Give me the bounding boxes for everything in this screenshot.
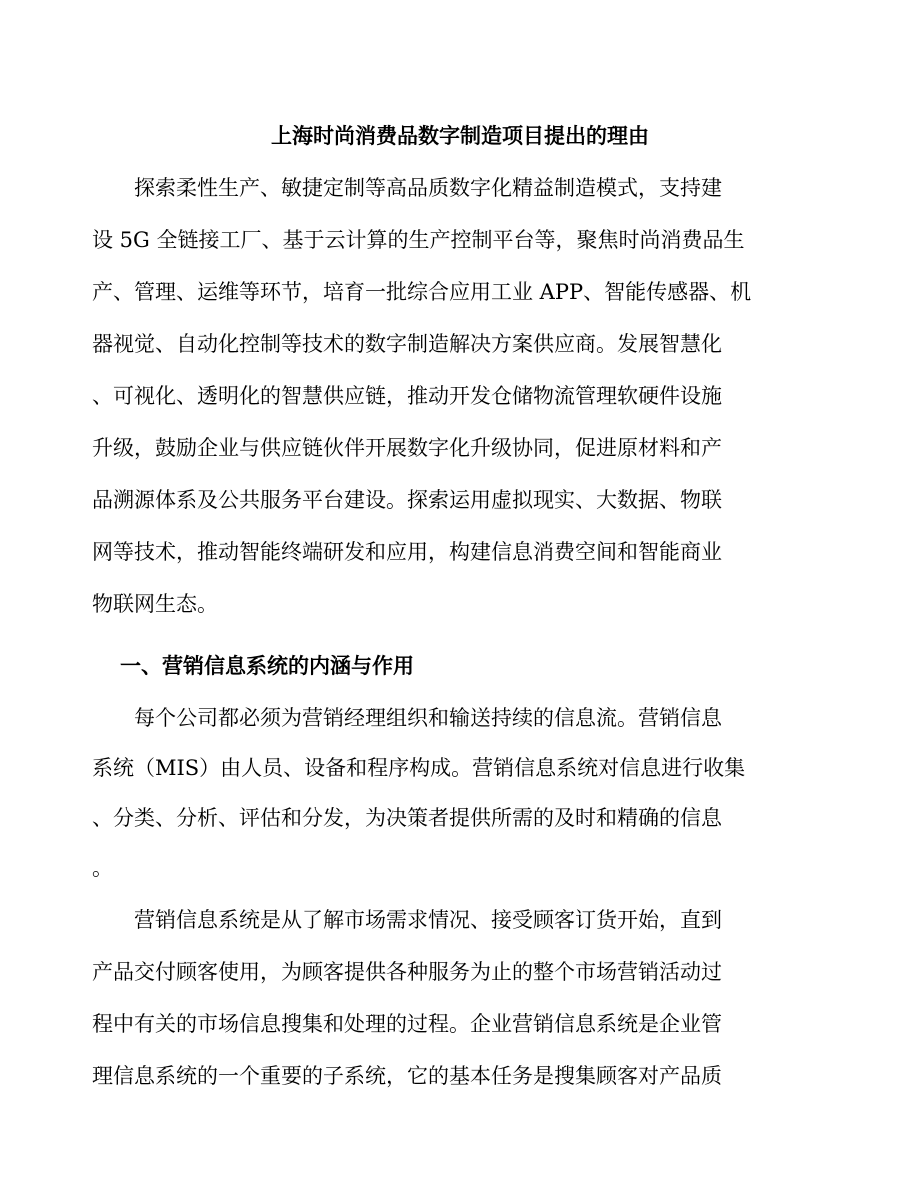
paragraph-1-line-3: 产、管理、运维等环节，培育一批综合应用工业 APP、智能传感器、机 xyxy=(92,280,752,304)
paragraph-3-line-3: 程中有关的市场信息搜集和处理的过程。企业营销信息系统是企业管 xyxy=(92,1012,722,1036)
paragraph-2-line-2: 系统（MIS）由人员、设备和程序构成。营销信息系统对信息进行收集 xyxy=(92,756,746,780)
paragraph-1-line-2: 设 5G 全链接工厂、基于云计算的生产控制平台等，聚焦时尚消费品生 xyxy=(92,228,745,252)
paragraph-1-line-8: 网等技术，推动智能终端研发和应用，构建信息消费空间和智能商业 xyxy=(92,540,722,564)
paragraph-3-line-2: 产品交付顾客使用，为顾客提供各种服务为止的整个市场营销活动过 xyxy=(92,960,722,984)
paragraph-1-line-6: 升级，鼓励企业与供应链伙伴开展数字化升级协同，促进原材料和产 xyxy=(92,436,722,460)
paragraph-2-line-4: 。 xyxy=(92,856,113,880)
paragraph-1-line-7: 品溯源体系及公共服务平台建设。探索运用虚拟现实、大数据、物联 xyxy=(92,488,722,512)
paragraph-3-line-1: 营销信息系统是从了解市场需求情况、接受顾客订货开始，直到 xyxy=(134,908,722,932)
paragraph-1-line-5: 、可视化、透明化的智慧供应链，推动开发仓储物流管理软硬件设施 xyxy=(92,384,722,408)
paragraph-2-line-3: 、分类、分析、评估和分发，为决策者提供所需的及时和精确的信息 xyxy=(92,806,722,830)
paragraph-1-line-1: 探索柔性生产、敏捷定制等高品质数字化精益制造模式，支持建 xyxy=(134,176,722,200)
paragraph-1-line-9: 物联网生态。 xyxy=(92,592,218,616)
section-heading: 一、营销信息系统的内涵与作用 xyxy=(120,653,414,678)
paragraph-3-line-4: 理信息系统的一个重要的子系统，它的基本任务是搜集顾客对产品质 xyxy=(92,1064,722,1088)
paragraph-1-line-4: 器视觉、自动化控制等技术的数字制造解决方案供应商。发展智慧化 xyxy=(92,332,722,356)
document-title: 上海时尚消费品数字制造项目提出的理由 xyxy=(271,123,649,148)
paragraph-2-line-1: 每个公司都必须为营销经理组织和输送持续的信息流。营销信息 xyxy=(134,706,722,730)
